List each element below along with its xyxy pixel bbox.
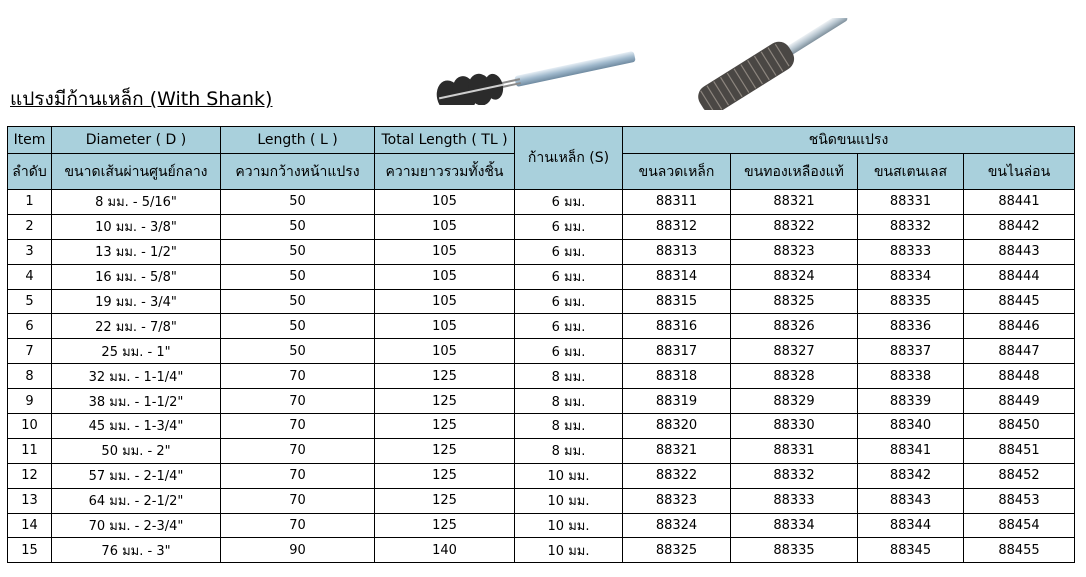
cell-length: 50 [221, 339, 375, 364]
cell-length: 50 [221, 314, 375, 339]
product-spec-table [7, 126, 1075, 563]
cell-total-length: 125 [375, 488, 515, 513]
cell-total-length: 140 [375, 538, 515, 563]
cell-nylon-code: 88452 [964, 463, 1075, 488]
cell-shank: 10 มม. [515, 463, 623, 488]
cell-item: 10 [8, 414, 52, 439]
cell-nylon-code: 88450 [964, 414, 1075, 439]
cell-nylon-code: 88442 [964, 214, 1075, 239]
cell-brass-code: 88327 [731, 339, 858, 364]
cell-steel-code: 88318 [623, 364, 731, 389]
table-row [8, 214, 1075, 239]
cell-item: 1 [8, 190, 52, 215]
header-length-thai: ความกว้างหน้าแปรง [221, 154, 375, 190]
cell-length: 50 [221, 190, 375, 215]
cell-shank: 6 มม. [515, 339, 623, 364]
cell-item: 8 [8, 364, 52, 389]
cell-total-length: 125 [375, 364, 515, 389]
cell-brass-code: 88332 [731, 463, 858, 488]
cell-total-length: 105 [375, 264, 515, 289]
table-row [8, 463, 1075, 488]
cell-total-length: 105 [375, 214, 515, 239]
cell-steel-code: 88317 [623, 339, 731, 364]
cell-item: 4 [8, 264, 52, 289]
cell-stainless-code: 88344 [858, 513, 964, 538]
cell-diameter: 76 มม. - 3" [52, 538, 221, 563]
cell-item: 13 [8, 488, 52, 513]
cell-stainless-code: 88336 [858, 314, 964, 339]
cell-steel-code: 88311 [623, 190, 731, 215]
header-total-length-thai: ความยาวรวมทั้งชิ้น [375, 154, 515, 190]
cell-total-length: 105 [375, 314, 515, 339]
cell-shank: 6 มม. [515, 190, 623, 215]
cell-shank: 10 มม. [515, 538, 623, 563]
table-row [8, 364, 1075, 389]
cell-shank: 8 มม. [515, 414, 623, 439]
cell-diameter: 50 มม. - 2" [52, 438, 221, 463]
cell-stainless-code: 88332 [858, 214, 964, 239]
cell-item: 12 [8, 463, 52, 488]
header-item-thai: ลำดับ [8, 154, 52, 190]
table-row [8, 438, 1075, 463]
cell-length: 70 [221, 488, 375, 513]
cell-length: 70 [221, 438, 375, 463]
cell-total-length: 125 [375, 438, 515, 463]
cell-nylon-code: 88446 [964, 314, 1075, 339]
cell-nylon-code: 88448 [964, 364, 1075, 389]
cell-brass-code: 88321 [731, 190, 858, 215]
cell-brass-code: 88334 [731, 513, 858, 538]
cell-diameter: 64 มม. - 2-1/2" [52, 488, 221, 513]
cell-steel-code: 88319 [623, 389, 731, 414]
cell-brass-code: 88326 [731, 314, 858, 339]
cell-brass-code: 88325 [731, 289, 858, 314]
cell-shank: 6 มม. [515, 264, 623, 289]
table-row [8, 389, 1075, 414]
cell-brass-code: 88333 [731, 488, 858, 513]
cell-brass-code: 88324 [731, 264, 858, 289]
cell-nylon-code: 88441 [964, 190, 1075, 215]
cell-diameter: 57 มม. - 2-1/4" [52, 463, 221, 488]
cell-item: 6 [8, 314, 52, 339]
cell-stainless-code: 88338 [858, 364, 964, 389]
cell-steel-code: 88321 [623, 438, 731, 463]
header-row-english [8, 127, 1075, 154]
cell-item: 3 [8, 239, 52, 264]
cell-stainless-code: 88339 [858, 389, 964, 414]
cell-item: 15 [8, 538, 52, 563]
cell-diameter: 19 มม. - 3/4" [52, 289, 221, 314]
cell-length: 70 [221, 414, 375, 439]
cell-total-length: 105 [375, 339, 515, 364]
cell-steel-code: 88320 [623, 414, 731, 439]
short-wire-brush-image [425, 50, 645, 105]
header-bristle-types: ชนิดขนแปรง [623, 127, 1075, 154]
cell-stainless-code: 88340 [858, 414, 964, 439]
cell-nylon-code: 88451 [964, 438, 1075, 463]
table-row [8, 289, 1075, 314]
cell-nylon-code: 88453 [964, 488, 1075, 513]
cell-stainless-code: 88333 [858, 239, 964, 264]
cell-brass-code: 88328 [731, 364, 858, 389]
cell-length: 50 [221, 264, 375, 289]
cell-brass-code: 88329 [731, 389, 858, 414]
cell-length: 70 [221, 463, 375, 488]
cell-length: 70 [221, 364, 375, 389]
cell-steel-code: 88314 [623, 264, 731, 289]
cell-nylon-code: 88449 [964, 389, 1075, 414]
cell-stainless-code: 88337 [858, 339, 964, 364]
cell-total-length: 125 [375, 513, 515, 538]
cell-item: 5 [8, 289, 52, 314]
cell-total-length: 125 [375, 389, 515, 414]
cell-diameter: 70 มม. - 2-3/4" [52, 513, 221, 538]
table-body [8, 190, 1075, 563]
cell-nylon-code: 88445 [964, 289, 1075, 314]
cell-shank: 10 มม. [515, 513, 623, 538]
cell-nylon-code: 88447 [964, 339, 1075, 364]
cell-stainless-code: 88341 [858, 438, 964, 463]
cell-length: 50 [221, 214, 375, 239]
cell-stainless-code: 88334 [858, 264, 964, 289]
cell-brass-code: 88331 [731, 438, 858, 463]
cell-shank: 6 มม. [515, 289, 623, 314]
cell-nylon-code: 88444 [964, 264, 1075, 289]
cell-diameter: 32 มม. - 1-1/4" [52, 364, 221, 389]
cell-steel-code: 88323 [623, 488, 731, 513]
cell-length: 50 [221, 239, 375, 264]
cell-diameter: 8 มม. - 5/16" [52, 190, 221, 215]
header-brass: ขนทองเหลืองแท้ [731, 154, 858, 190]
cell-diameter: 22 มม. - 7/8" [52, 314, 221, 339]
cell-steel-code: 88315 [623, 289, 731, 314]
cell-stainless-code: 88342 [858, 463, 964, 488]
cell-stainless-code: 88335 [858, 289, 964, 314]
cell-nylon-code: 88454 [964, 513, 1075, 538]
table-row [8, 513, 1075, 538]
cell-stainless-code: 88345 [858, 538, 964, 563]
page-title: แปรงมีก้านเหล็ก (With Shank) [10, 88, 273, 110]
header-total-length: Total Length ( TL ) [375, 127, 515, 154]
cell-length: 70 [221, 389, 375, 414]
cell-total-length: 125 [375, 414, 515, 439]
table-row [8, 538, 1075, 563]
cell-brass-code: 88335 [731, 538, 858, 563]
cell-shank: 6 มม. [515, 239, 623, 264]
table-row [8, 264, 1075, 289]
cell-brass-code: 88322 [731, 214, 858, 239]
cell-stainless-code: 88343 [858, 488, 964, 513]
cell-shank: 8 มม. [515, 438, 623, 463]
cell-nylon-code: 88455 [964, 538, 1075, 563]
cell-steel-code: 88324 [623, 513, 731, 538]
header-nylon: ขนไนล่อน [964, 154, 1075, 190]
cell-stainless-code: 88331 [858, 190, 964, 215]
cell-shank: 6 มม. [515, 214, 623, 239]
cell-brass-code: 88323 [731, 239, 858, 264]
table-row [8, 488, 1075, 513]
cell-steel-code: 88322 [623, 463, 731, 488]
cell-item: 2 [8, 214, 52, 239]
header-shank: ก้านเหล็ก (S) [515, 127, 623, 190]
cell-length: 50 [221, 289, 375, 314]
cell-length: 90 [221, 538, 375, 563]
header-steel-wire: ขนลวดเหล็ก [623, 154, 731, 190]
cell-diameter: 25 มม. - 1" [52, 339, 221, 364]
cell-shank: 6 มม. [515, 314, 623, 339]
cell-diameter: 45 มม. - 1-3/4" [52, 414, 221, 439]
cell-steel-code: 88313 [623, 239, 731, 264]
cell-brass-code: 88330 [731, 414, 858, 439]
header-item: Item [8, 127, 52, 154]
cell-item: 11 [8, 438, 52, 463]
cell-steel-code: 88312 [623, 214, 731, 239]
cell-diameter: 13 มม. - 1/2" [52, 239, 221, 264]
table-row [8, 239, 1075, 264]
table-row [8, 314, 1075, 339]
cell-total-length: 105 [375, 239, 515, 264]
cell-diameter: 38 มม. - 1-1/2" [52, 389, 221, 414]
cell-steel-code: 88316 [623, 314, 731, 339]
cell-diameter: 16 มม. - 5/8" [52, 264, 221, 289]
cell-diameter: 10 มม. - 3/8" [52, 214, 221, 239]
cell-total-length: 105 [375, 190, 515, 215]
cell-shank: 8 มม. [515, 389, 623, 414]
header-diameter-thai: ขนาดเส้นผ่านศูนย์กลาง [52, 154, 221, 190]
table-row [8, 190, 1075, 215]
cell-item: 9 [8, 389, 52, 414]
header-stainless: ขนสเตนเลส [858, 154, 964, 190]
cell-steel-code: 88325 [623, 538, 731, 563]
cell-shank: 8 มม. [515, 364, 623, 389]
long-wire-brush-image [685, 18, 855, 110]
cell-item: 14 [8, 513, 52, 538]
table-row [8, 414, 1075, 439]
cell-total-length: 105 [375, 289, 515, 314]
table-row [8, 339, 1075, 364]
cell-length: 70 [221, 513, 375, 538]
cell-item: 7 [8, 339, 52, 364]
cell-shank: 10 มม. [515, 488, 623, 513]
header-diameter: Diameter ( D ) [52, 127, 221, 154]
cell-nylon-code: 88443 [964, 239, 1075, 264]
header-length: Length ( L ) [221, 127, 375, 154]
cell-total-length: 125 [375, 463, 515, 488]
